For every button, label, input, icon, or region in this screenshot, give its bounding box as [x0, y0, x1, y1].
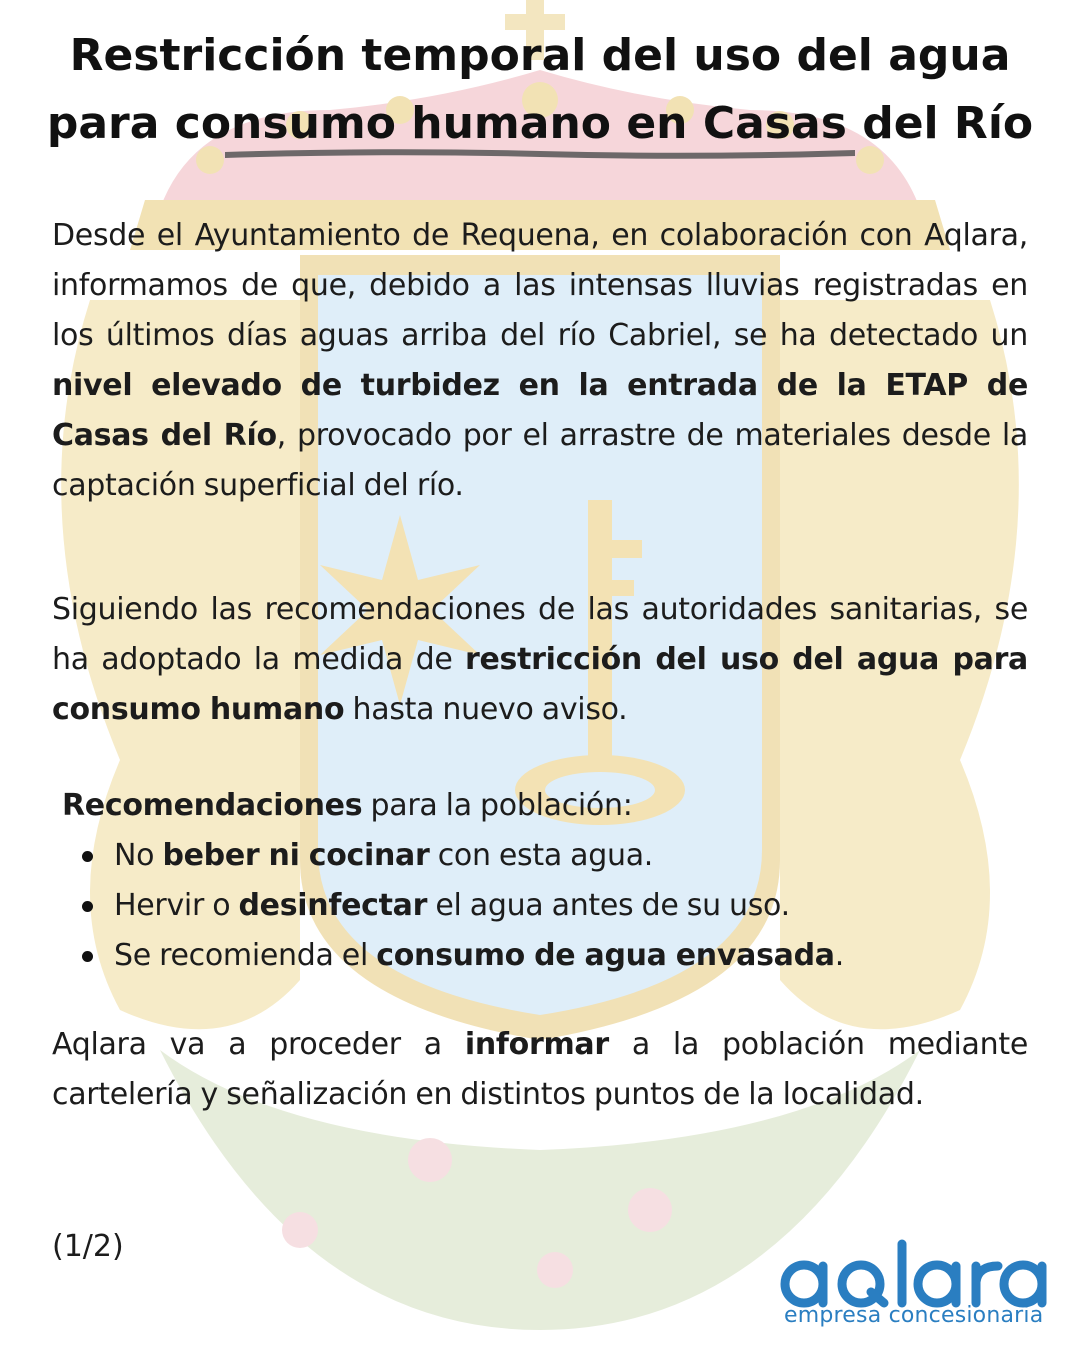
- information-text-start: Aqlara va a proceder a: [52, 1027, 465, 1062]
- recommendations-heading-rest: para la población:: [362, 788, 633, 823]
- item-text: con esta agua.: [429, 838, 654, 873]
- measure-text-end: hasta nuevo aviso.: [344, 692, 628, 727]
- bullet-icon: [82, 951, 93, 962]
- item-highlight: consumo de agua envasada: [376, 938, 835, 973]
- item-text: No: [114, 838, 163, 873]
- bullet-icon: [82, 851, 93, 862]
- title-underline: [225, 147, 855, 163]
- recommendations-heading: [62, 781, 1022, 831]
- measure-text-start: Siguiendo las recomendaciones de las autoridades sanitarias, se ha adoptado la medida de: [52, 592, 1028, 677]
- list-item: [52, 931, 1012, 981]
- item-text: Hervir o: [114, 888, 239, 923]
- intro-text-start: Desde el Ayuntamiento de Requena, en colaboración con Aqlara, informamos de que, debido a las intensas lluvias registradas en los últimos días aguas arriba del río Cabriel, se ha detectado un: [52, 218, 1028, 353]
- intro-text-end: , provocado por el arrastre de materiales desde la captación superficial del río.: [52, 418, 1028, 503]
- item-highlight: desinfectar: [238, 888, 428, 923]
- item-text: .: [834, 938, 844, 973]
- information-text-end: a la población mediante cartelería y señalización en distintos puntos de la localidad.: [52, 1027, 1028, 1112]
- measure-paragraph: [52, 585, 1028, 735]
- information-highlight: informar: [464, 1027, 609, 1062]
- logo-subtitle: empresa concesionaria: [784, 1303, 1044, 1328]
- aqlara-wordmark: [778, 1236, 1054, 1308]
- list-item: [52, 831, 1012, 881]
- item-text: el agua antes de su uso.: [427, 888, 790, 923]
- title-line-1: Restricción temporal del uso del agua: [69, 30, 1011, 81]
- title-line-2: para consumo humano en Casas del Río: [46, 98, 1034, 149]
- page-counter: (1/2): [52, 1229, 124, 1264]
- list-item: [52, 881, 1012, 931]
- bullet-icon: [82, 901, 93, 912]
- intro-paragraph: [52, 211, 1028, 511]
- item-highlight: beber ni cocinar: [162, 838, 430, 873]
- measure-highlight: restricción del uso del agua para consumo humano: [52, 642, 1029, 727]
- page-title: [40, 22, 1040, 158]
- aqlara-logo: [778, 1236, 1054, 1336]
- recommendations-heading-bold: Recomendaciones: [62, 788, 363, 823]
- intro-highlight: nivel elevado de turbidez en la entrada de la ETAP de Casas del Río: [52, 368, 1028, 453]
- recommendations-list: [52, 831, 1012, 981]
- item-text: Se recomienda el: [114, 938, 377, 973]
- information-paragraph: [52, 1020, 1028, 1120]
